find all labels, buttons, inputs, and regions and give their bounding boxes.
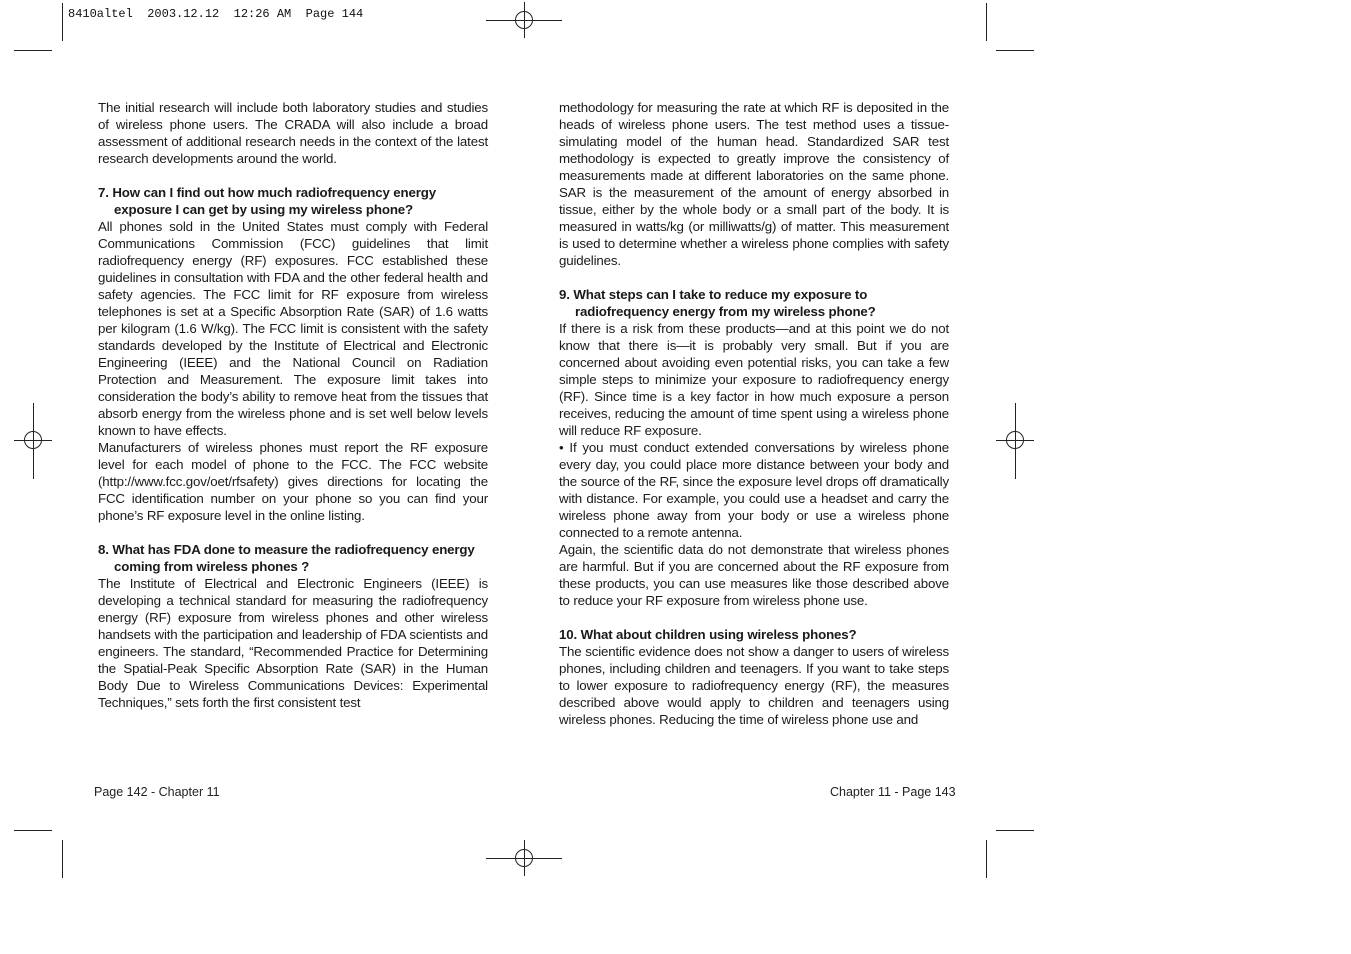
crop-mark-top-left-horizontal <box>14 50 52 51</box>
crop-mark-bottom-left-vertical <box>62 840 63 878</box>
question-9-heading: 9. What steps can I take to reduce my exposure to radiofrequency energy from my wireless phone? <box>559 287 876 319</box>
right-column <box>559 99 949 728</box>
question-10-heading: 10. What about children using wireless phones? <box>559 627 857 642</box>
left-column <box>98 99 488 711</box>
question-7-heading: 7. How can I find out how much radiofrequency energy exposure I can get by using my wireless phone? <box>98 185 436 217</box>
question-7-paragraph-1: All phones sold in the United States must comply with Federal Communications Commission (FCC) guidelines that limit radiofrequency energy (RF) exposures. FCC established these guidelines in consultation with FDA and the other federal health and safety agencies. The FCC limit for RF exposure from wireless telephones is set at a Specific Absorption Rate (SAR) of 1.6 watts per kilogram (1.6 W/kg). The FCC limit is consistent with the safety standards developed by the Institute of Electrical and Electronic Engineering (IEEE) and the National Council on Radiation Protection and Measurement. The exposure limit takes into consideration the body’s ability to remove heat from the tissues that absorb energy from the wireless phone and is set well below levels known to have effects. <box>98 219 488 438</box>
crop-mark-top-left-vertical <box>62 3 63 41</box>
crop-mark-top-right-horizontal <box>996 50 1034 51</box>
question-10-paragraph-1: The scientific evidence does not show a danger to users of wireless phones, including children and teenagers. If you want to take steps to lower exposure to radiofrequency energy (RF), the measures described above would apply to children and teenagers using wireless phones. Reducing the time of wireless phone use and <box>559 644 949 727</box>
intro-paragraph: The initial research will include both laboratory studies and studies of wireless phone users. The CRADA will also include a broad assessment of additional research needs in the context of the latest research developments around the world. <box>98 100 488 166</box>
crop-mark-bottom-right-horizontal <box>996 830 1034 831</box>
question-8-paragraph-1: The Institute of Electrical and Electronic Engineers (IEEE) is developing a technical standard for measuring the radiofrequency energy (RF) exposure from wireless phones and other wireless handsets with the participation and leadership of FDA scientists and engineers. The standard, “Recommended Practice for Determining the Spatial-Peak Specific Absorption Rate (SAR) in the Human Body Due to Wireless Communications Devices: Experimental Techniques,” sets forth the first consistent test <box>98 576 488 710</box>
question-7-paragraph-2: Manufacturers of wireless phones must report the RF exposure level for each model of phone to the FCC. The FCC website (http://www.fcc.gov/oet/rfsafety) gives directions for locating the FCC identification number on your phone so you can find your phone’s RF exposure level in the online listing. <box>98 440 488 523</box>
question-8-heading: 8. What has FDA done to measure the radiofrequency energy coming from wireless phones ? <box>98 542 475 574</box>
question-8-continuation: methodology for measuring the rate at which RF is deposited in the heads of wireless phone users. The test method uses a tissue-simulating model of the human head. Standardized SAR test methodology is expected to greatly improve the consistency of measurements made at different laboratories on the same phone. SAR is the measurement of the amount of energy absorbed in tissue, either by the whole body or a small part of the body. It is measured in watts/kg (or milliwatts/g) of matter. This measurement is used to determine whether a wireless phone complies with safety guidelines. <box>559 100 949 268</box>
crop-mark-bottom-left-horizontal <box>14 830 52 831</box>
footer-right-page-number: Chapter 11 - Page 143 <box>830 785 956 799</box>
question-9-paragraph-1: If there is a risk from these products—and at this point we do not know that there is—it is probably very small. But if you are concerned about avoiding even potential risks, you can take a few simple steps to minimize your exposure to radiofrequency energy (RF). Since time is a key factor in how much exposure a person receives, reducing the amount of time spent using a wireless phone will reduce RF exposure. <box>559 321 949 438</box>
question-9-paragraph-2: Again, the scientific data do not demonstrate that wireless phones are harmful. But if you are concerned about the RF exposure from these products, you can use measures like those described above to reduce your RF exposure from wireless phone use. <box>559 542 949 608</box>
crop-mark-top-right-vertical <box>986 3 987 41</box>
footer-left-page-number: Page 142 - Chapter 11 <box>94 785 220 799</box>
print-slug: 8410altel 2003.12.12 12:26 AM Page 144 <box>68 7 364 21</box>
crop-mark-bottom-right-vertical <box>986 840 987 878</box>
question-9-bullet: • If you must conduct extended conversations by wireless phone every day, you could place more distance between your body and the source of the RF, since the exposure level drops off dramatically with distance. For example, you could use a headset and carry the wireless phone away from your body or use a wireless phone connected to a remote antenna. <box>559 440 949 540</box>
